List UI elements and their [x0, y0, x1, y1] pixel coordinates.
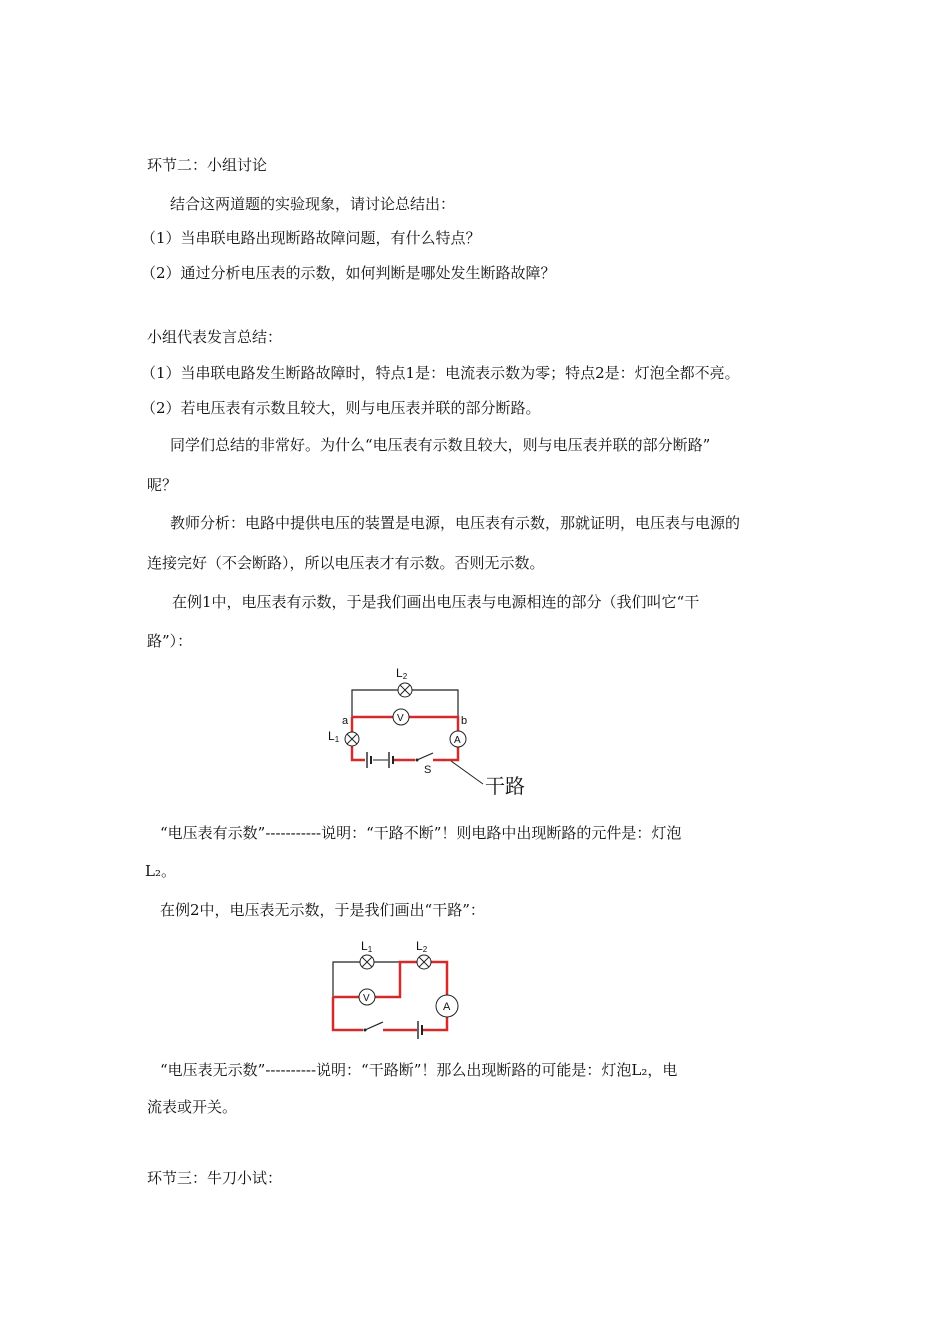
- circuit-diagram-1: [325, 660, 545, 800]
- question-1: （1）当串联电路出现断路故障问题，有什么特点？: [141, 229, 481, 247]
- node-b-label: b: [461, 715, 468, 727]
- main-path-highlight-left: [333, 997, 363, 1030]
- main-path-highlight: [333, 962, 447, 1030]
- main-path-annotation: 干路: [485, 776, 525, 798]
- example2-line: 在例2中，电压表无示数，于是我们画出“干路”：: [160, 901, 485, 919]
- lamp-l1-label: L1: [328, 729, 340, 744]
- question-2: （2）通过分析电压表的示数，如何判断是哪处发生断路故障？: [141, 264, 556, 282]
- voltmeter-label: V: [363, 993, 370, 1004]
- summary-1: （1）当串联电路发生断路故障时，特点1是：电流表示数为零；特点2是：灯泡全都不亮。: [141, 364, 740, 382]
- node-a-label: a: [342, 715, 349, 727]
- lamp-l2-label: L2: [396, 666, 408, 681]
- conclusion1-line-2: L₂。: [145, 862, 176, 880]
- analysis-line-1: 教师分析：电路中提供电压的装置是电源，电压表有示数，那就证明，电压表与电源的: [170, 514, 741, 532]
- lamp-l1-label: L1: [361, 939, 373, 954]
- intro-text: 结合这两道题的实验现象，请讨论总结出：: [170, 195, 456, 213]
- example1-line-2: 路”）：: [147, 632, 193, 650]
- conclusion2-line-2: 流表或开关。: [147, 1098, 238, 1116]
- summary-2: （2）若电压表有示数且较大，则与电压表并联的部分断路。: [141, 399, 541, 417]
- section3-title: 环节三：牛刀小试：: [147, 1169, 283, 1187]
- ammeter-label: A: [454, 735, 461, 746]
- annotation-pointer: [451, 761, 483, 784]
- ammeter-label: A: [443, 1001, 451, 1013]
- switch-s-label: S: [424, 764, 432, 776]
- voltmeter-label: V: [397, 713, 404, 724]
- conclusion1-line-1: “电压表有示数”-----------说明：“干路不断”！则电路中出现断路的元件是：灯泡: [160, 824, 682, 842]
- conclusion2-line-1: “电压表无示数”----------说明：“干路断”！那么出现断路的可能是：灯泡L₂，电: [160, 1061, 678, 1079]
- switch-lever: [365, 1022, 383, 1030]
- lamp-l2-label: L2: [416, 939, 428, 954]
- praise-line-2: 呢？: [147, 476, 178, 494]
- summary-title: 小组代表发言总结：: [147, 328, 283, 346]
- analysis-line-2: 连接完好（不会断路），所以电压表才有示数。否则无示数。: [147, 554, 545, 572]
- praise-line-1: 同学们总结的非常好。为什么“电压表有示数且较大，则与电压表并联的部分断路”: [170, 436, 711, 454]
- section2-title: 环节二：小组讨论: [147, 156, 268, 174]
- switch-lever: [417, 753, 433, 760]
- example1-line-1: 在例1中，电压表有示数，于是我们画出电压表与电源相连的部分（我们叫它“干: [172, 593, 700, 611]
- circuit-diagram-2: [325, 935, 470, 1040]
